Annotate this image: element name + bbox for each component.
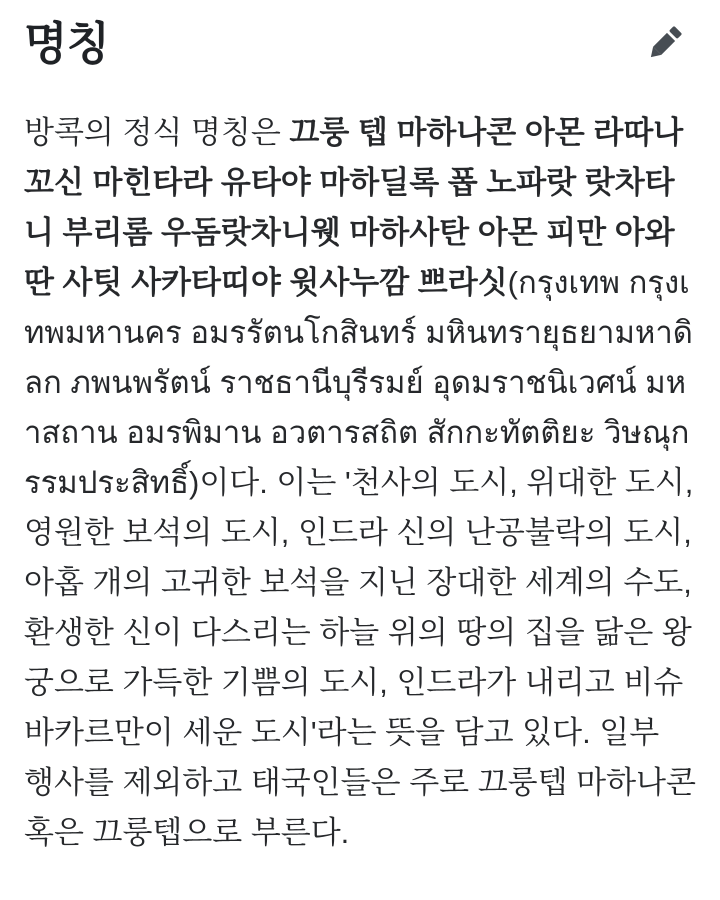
- paragraph-lead-text: 방콕의 정식 명칭은: [24, 115, 290, 150]
- article-paragraph: [24, 108, 696, 858]
- section-header: [24, 0, 696, 72]
- bangkok-full-name-korean-bold: 끄룽 텝 마하나콘 아몬 라따나꼬신 마힌타라 유타야 마하딜록 폽 노파랏 랏차타니 부리롬 우돔랏차니웻 마하사탄 아몬 피만 아와딴 사팃 사카타띠야 윗사누깜 쁘라싯: [24, 115, 684, 300]
- edit-button[interactable]: [642, 22, 686, 66]
- bangkok-name-thai-and-meaning-text: (กรุงเทพ กรุงเทพมหานคร อมรรัตนโกสินทร์ มหินทรายุธยามหาดิลก ภพนพรัตน์ ราชธานีบุรีรมย์ อุดมราชนิเวศน์ มหาสถาน อมรพิมาน อวตารสถิต สักกะทัตติยะ วิษณุกรรมประสิทธิ์)이다. 이는 '천사의 도시, 위대한 도시, 영원한 보석의 도시, 인드라 신의 난공불락의 도시, 아홉 개의 고귀한 보석을 지닌 장대한 세계의 수도, 환생한 신이 다스리는 하늘 위의 땅의 집을 닮은 왕궁으로 가득한 기쁨의 도시, 인드라가 내리고 비슈바카르만이 세운 도시'라는 뜻을 담고 있다. 일부 행사를 제외하고 태국인들은 주로 끄룽텝 마하나콘 혹은 끄룽텝으로 부른다.: [24, 265, 696, 850]
- pencil-icon: [643, 23, 685, 65]
- section-title: 명칭: [24, 18, 109, 69]
